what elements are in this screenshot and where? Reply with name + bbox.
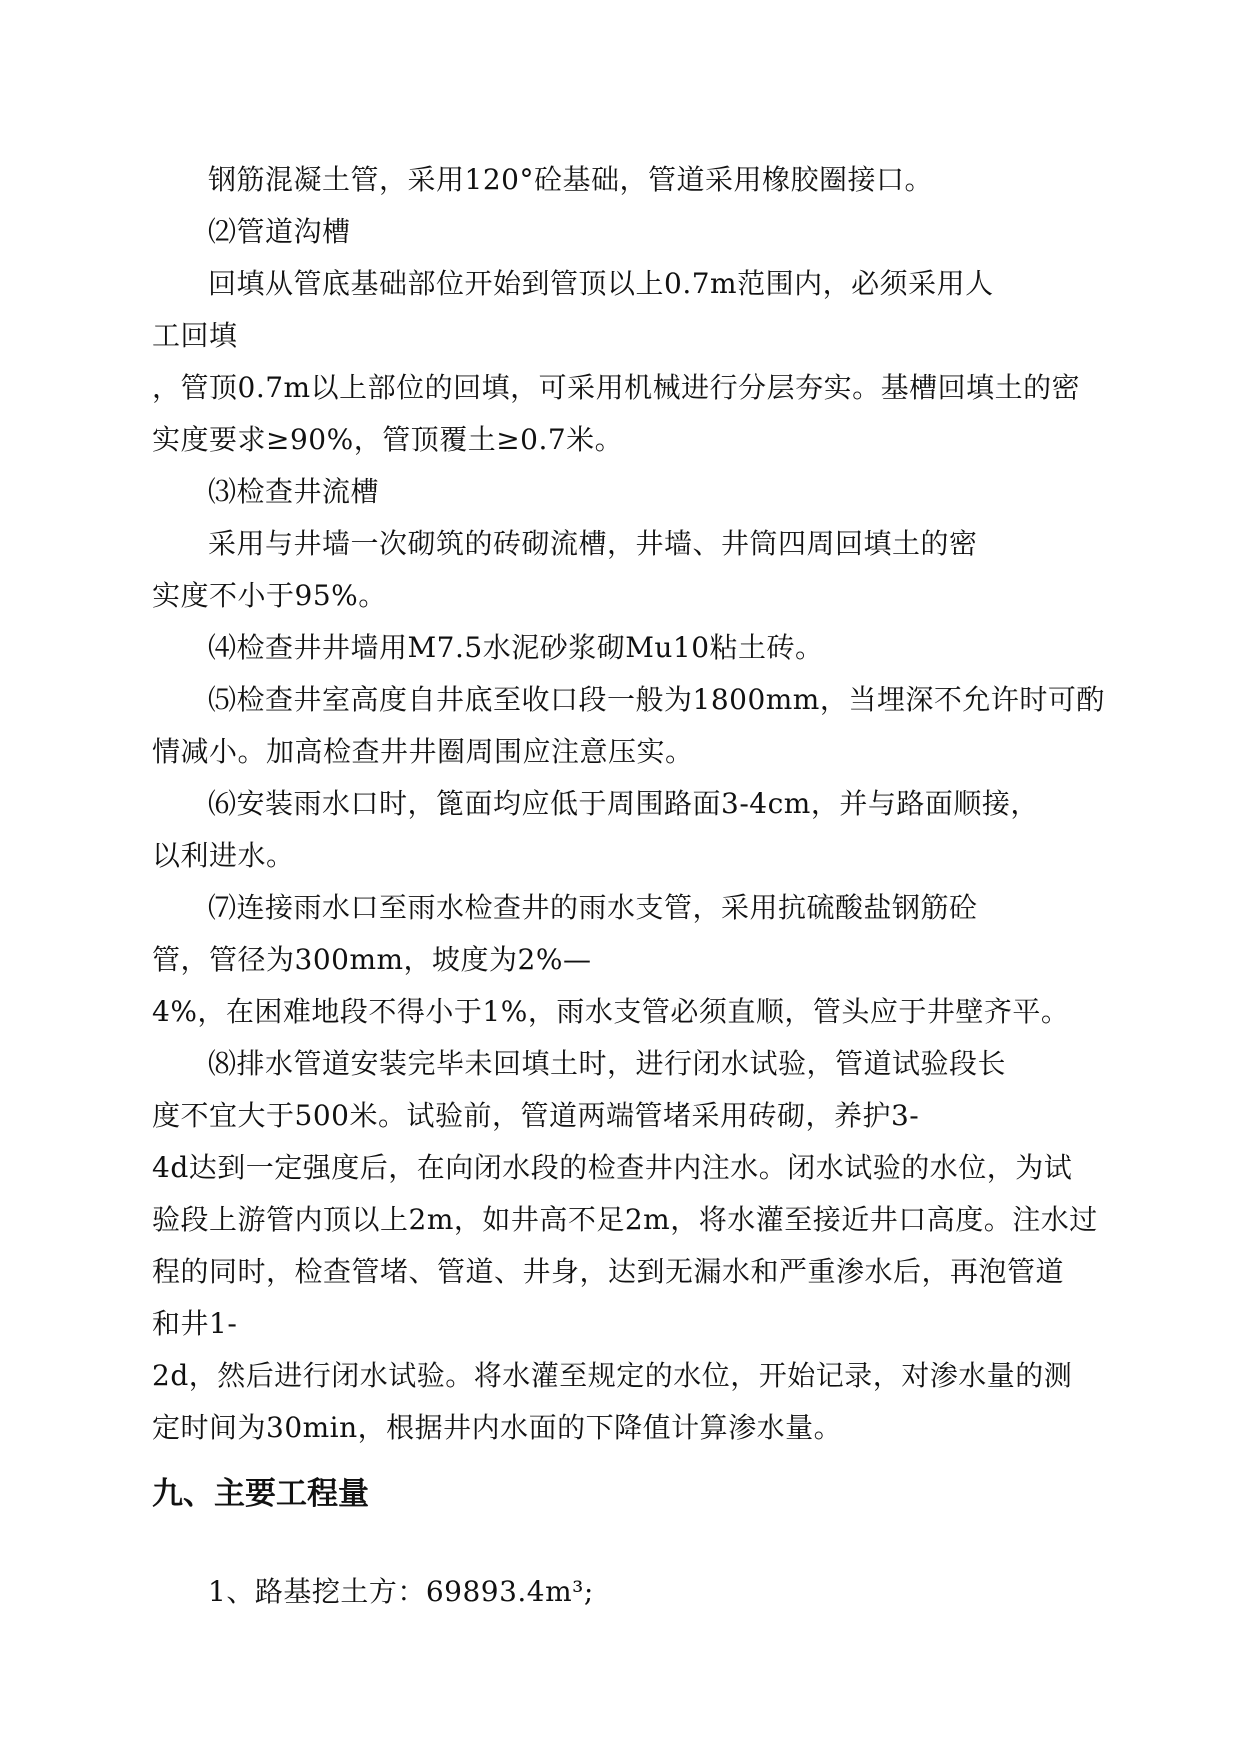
paragraph-line: 实度不小于95%。 bbox=[152, 579, 387, 612]
paragraph-line: 实度要求≥90%，管顶覆土≥0.7米。 bbox=[152, 423, 624, 456]
paragraph-line: 4d达到一定强度后，在向闭水段的检查井内注水。闭水试验的水位，为试 bbox=[152, 1151, 1073, 1184]
quantity-item: 1、路基挖土方：69893.4m³; bbox=[208, 1575, 594, 1608]
subsection-title: ⑵管道沟槽 bbox=[208, 215, 351, 248]
paragraph-line: 情减小。加高检查井井圈周围应注意压实。 bbox=[152, 735, 694, 768]
paragraph-line: 度不宜大于500米。试验前，管道两端管堵采用砖砌，养护3- bbox=[152, 1099, 920, 1132]
paragraph-line: ⑸检查井室高度自井底至收口段一般为1800mm，当埋深不允许时可酌 bbox=[208, 683, 1105, 716]
paragraph-line: 采用与井墙一次砌筑的砖砌流槽，井墙、井筒四周回填土的密 bbox=[208, 527, 978, 560]
paragraph-line: ⑹安装雨水口时，篦面均应低于周围路面3-4cm，并与路面顺接， bbox=[208, 787, 1039, 820]
paragraph-line: 定时间为30min，根据井内水面的下降值计算渗水量。 bbox=[152, 1411, 843, 1444]
section-heading: 九、主要工程量 bbox=[152, 1476, 369, 1512]
paragraph-line: ，管顶0.7m以上部位的回填，可采用机械进行分层夯实。基槽回填土的密 bbox=[152, 371, 1081, 404]
paragraph-line: 2d，然后进行闭水试验。将水灌至规定的水位，开始记录，对渗水量的测 bbox=[152, 1359, 1073, 1392]
paragraph-line: 回填从管底基础部位开始到管顶以上0.7m范围内，必须采用人 bbox=[208, 267, 994, 300]
paragraph-line: ⑷检查井井墙用M7.5水泥砂浆砌Mu10粘土砖。 bbox=[208, 631, 824, 664]
paragraph-line: 管，管径为300mm，坡度为2%— bbox=[152, 943, 592, 976]
subsection-title: ⑶检查井流槽 bbox=[208, 475, 380, 508]
paragraph-line: ⑻排水管道安装完毕未回填土时，进行闭水试验，管道试验段长 bbox=[208, 1047, 1007, 1080]
paragraph-line: ⑺连接雨水口至雨水检查井的雨水支管，采用抗硫酸盐钢筋砼 bbox=[208, 891, 978, 924]
paragraph-line: 钢筋混凝土管，采用120°砼基础，管道采用橡胶圈接口。 bbox=[208, 163, 933, 196]
paragraph-line: 以利进水。 bbox=[152, 839, 295, 872]
paragraph-line: 和井1- bbox=[152, 1307, 238, 1340]
paragraph-line: 程的同时，检查管堵、管道、井身，达到无漏水和严重渗水后，再泡管道 bbox=[152, 1255, 1065, 1288]
paragraph-line: 验段上游管内顶以上2m，如井高不足2m，将水灌至接近井口高度。注水过 bbox=[152, 1203, 1098, 1236]
paragraph-line: 工回填 bbox=[152, 319, 238, 352]
paragraph-line: 4%，在困难地段不得小于1%，雨水支管必须直顺，管头应于井壁齐平。 bbox=[152, 995, 1070, 1028]
